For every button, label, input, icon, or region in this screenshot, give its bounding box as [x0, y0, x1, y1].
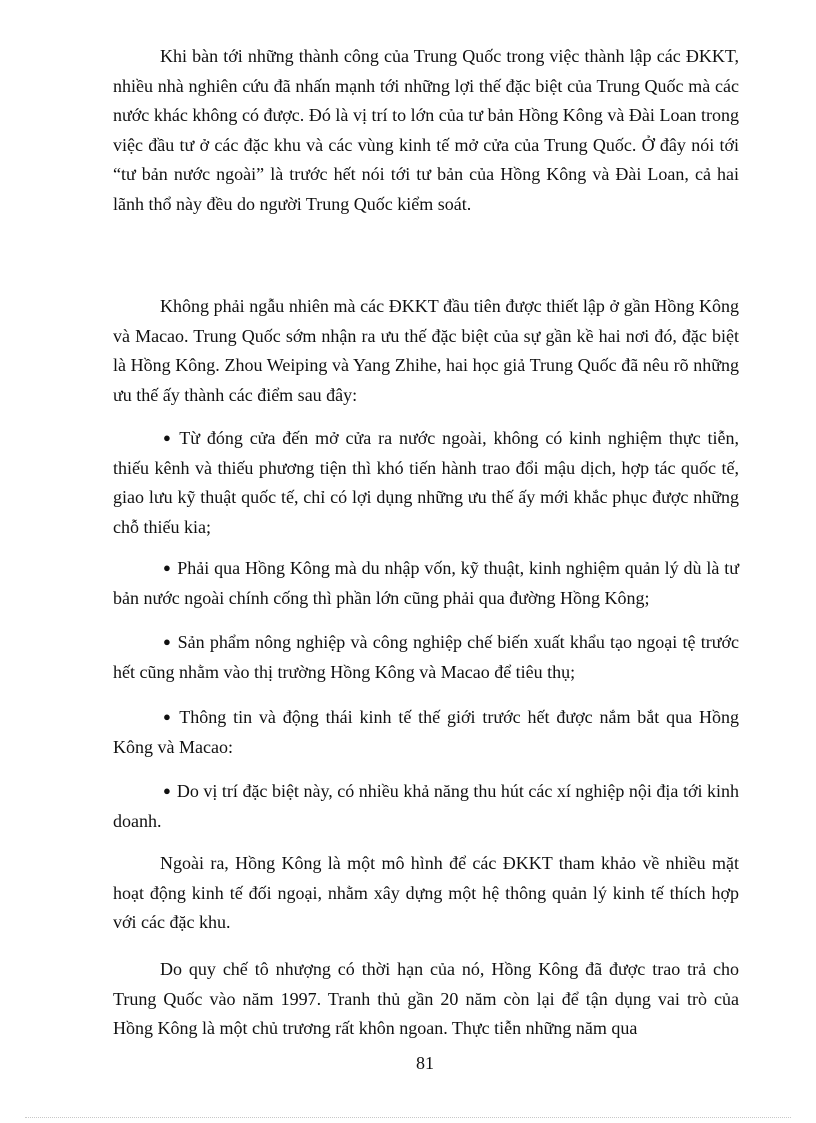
bullet-text: Từ đóng cửa đến mở cửa ra nước ngoài, không có kinh nghiệm thực tiễn, thiếu kênh và thiếu phương tiện thì khó tiến hành trao đổi mậu dịch, hợp tác quốc tế, giao lưu kỹ thuật quốc tế, chỉ có lợi dụng những ưu thế ấy mới khắc phục được những chỗ thiếu kia;	[113, 428, 739, 537]
bullet-text: Sản phẩm nông nghiệp và công nghiệp chế biến xuất khẩu tạo ngoại tệ trước hết cũng nhằm vào thị trường Hồng Kông và Macao để tiêu thụ;	[113, 632, 739, 682]
bullet-item	[113, 776, 739, 836]
paragraph-intro: Khi bàn tới những thành công của Trung Quốc trong việc thành lập các ĐKKT, nhiều nhà nghiên cứu đã nhấn mạnh tới những lợi thế đặc biệt của Trung Quốc mà các nước khác không có được. Đó là vị trí to lớn của tư bản Hồng Kông và Đài Loan trong việc đầu tư ở các đặc khu và các vùng kinh tế mở cửa của Trung Quốc. Ở đây nói tới “tư bản nước ngoài” là trước hết nói tới tư bản của Hồng Kông và Đài Loan, cả hai lãnh thổ này đều do người Trung Quốc kiểm soát.	[113, 46, 739, 214]
footer-divider	[25, 1117, 791, 1118]
bullet-icon: ●	[163, 709, 174, 724]
bullet-item	[113, 702, 739, 762]
page-number: 81	[416, 1053, 434, 1073]
bullet-icon: ●	[163, 560, 172, 575]
paragraph-handover: Do quy chế tô nhượng có thời hạn của nó, Hồng Kông đã được trao trả cho Trung Quốc vào năm 1997. Tranh thủ gần 20 năm còn lại để tận dụng vai trò của Hồng Kông là một chủ trương rất khôn ngoan. Thực tiễn những năm qua	[113, 959, 739, 1038]
bullet-icon: ●	[163, 430, 174, 445]
bullet-text: Thông tin và động thái kinh tế thế giới trước hết được nắm bắt qua Hồng Kông và Macao:	[113, 707, 739, 757]
bullet-icon: ●	[163, 634, 172, 649]
bullet-item	[113, 423, 739, 542]
bullet-text: Do vị trí đặc biệt này, có nhiều khả năng thu hút các xí nghiệp nội địa tới kinh doanh.	[113, 781, 739, 831]
bullet-item	[113, 627, 739, 687]
bullet-icon: ●	[163, 783, 171, 798]
paragraph-context: Không phải ngẫu nhiên mà các ĐKKT đầu tiên được thiết lập ở gần Hồng Kông và Macao. Trung Quốc sớm nhận ra ưu thế đặc biệt của sự gần kề hai nơi đó, đặc biệt là Hồng Kông. Zhou Weiping và Yang Zhihe, hai học giả Trung Quốc đã nêu rõ những ưu thế ấy thành các điểm sau đây:	[113, 296, 739, 405]
paragraph-model: Ngoài ra, Hồng Kông là một mô hình để các ĐKKT tham khảo về nhiều mặt hoạt động kinh tế đối ngoại, nhằm xây dựng một hệ thông quản lý kinh tế thích hợp với các đặc khu.	[113, 853, 739, 932]
bullet-item	[113, 553, 739, 613]
bullet-text: Phải qua Hồng Kông mà du nhập vốn, kỹ thuật, kinh nghiệm quản lý dù là tư bản nước ngoài chính cống thì phần lớn cũng phải qua đường Hồng Kông;	[113, 558, 739, 608]
